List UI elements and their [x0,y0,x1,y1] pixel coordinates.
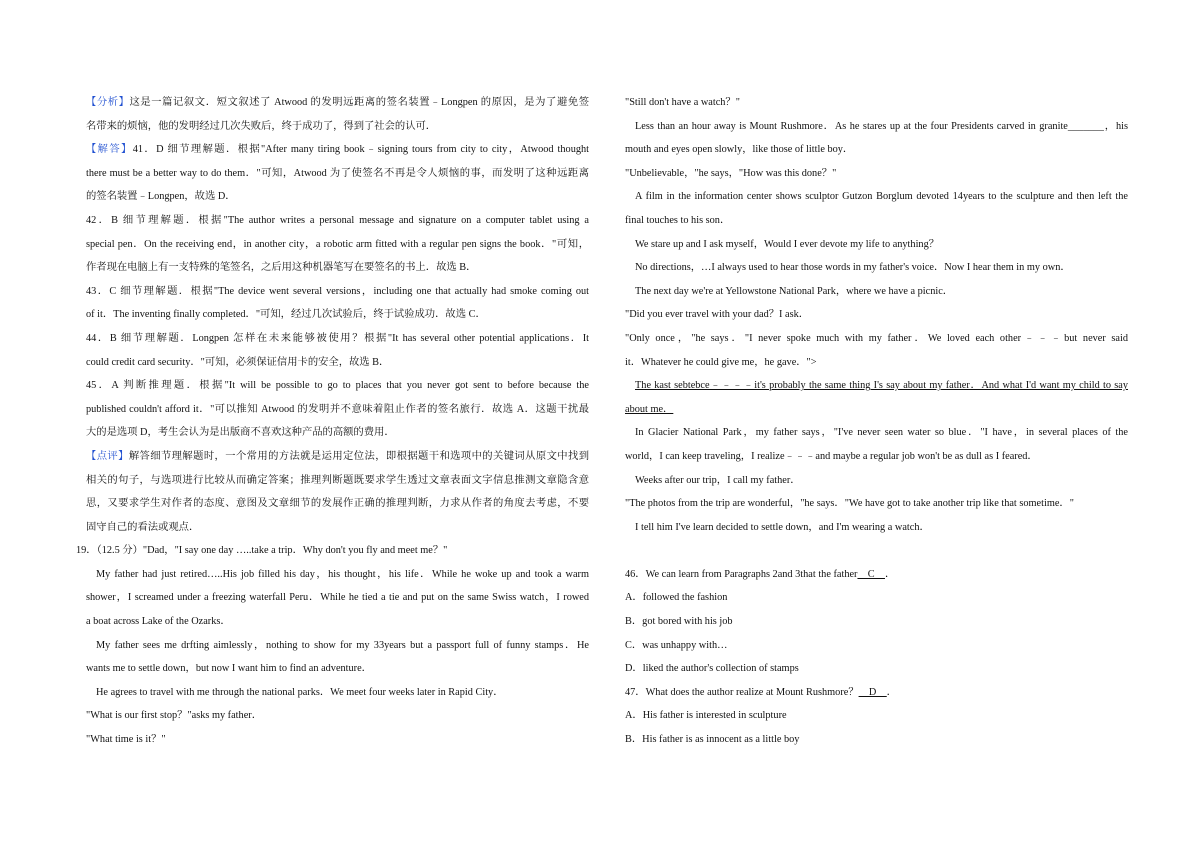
comment-line: 相关的句子，与选项进行比较从而确定答案；推理判断题既要求学生透过文章表面文字信息推测文章隐含意 [86,474,589,486]
answer-line: 45．A 判断推理题．根据"It will be possible to go to places that you never got sent to before because the [86,380,589,392]
question-46: 46．We can learn from Paragraphs 2and 3that the father__C__． [625,568,896,580]
answer-line: 【解答】41．D 细节理解题．根据"After many tiring book﹣signing tours from city to city，Atwood thought [86,144,589,156]
option-b: B．His father is as innocent as a little boy [625,734,800,746]
passage-line: "Did you ever travel with your dad？I ask． [625,309,810,321]
passage-line: I tell him I've learn decided to settle down，and I'm wearing a watch． [635,521,930,533]
answer-line: 42．B 细节理解题．根据"The author writes a personal message and signature on a computer tablet using a [86,214,589,226]
question-47: 47．What does the author realize at Mount Rushmore？__D__． [625,686,897,698]
passage-line: mouth and eyes open slowly，like those of little boy． [625,144,854,156]
comment-tag: 【点评】 [86,450,129,462]
passage-line: Less than an hour away is Mount Rushmore．As he stares up at the four Presidents carved in granite_______，his [635,120,1128,132]
passage-line: final touches to his son． [625,214,731,226]
answer-line: 44．B 细节理解题．Longpen 怎样在未来能够被使用？根据"It has several other potential applications．It [86,332,589,344]
answer-line: 作者现在电脑上有一支特殊的笔签名，之后用这种机器笔写在要签名的书上．故选 B． [86,262,477,274]
answer-line: 的签名装置﹣Longpen，故选 D． [86,191,236,203]
option-b: B．got bored with his job [625,616,733,628]
answer-line: 43．C 细节理解题．根据"The device went several versions，including one that actually had smoke coming out [86,285,589,297]
answer-line: there must be a better way to do them．"可知，Atwood 为了使签名不再是令人烦恼的事，而发明了这种远距离 [86,167,589,179]
right-column [625,91,1128,752]
option-a: A．His father is interested in sculpture [625,710,787,722]
answer-line: could credit card security．"可知，必须保证信用卡的安全，故选 B． [86,356,390,368]
passage-line: He agrees to travel with me through the national parks．We meet four weeks later in Rapid City． [96,686,504,698]
option-a: A．followed the fashion [625,592,728,604]
answer-blank: __C__ [857,568,885,580]
left-column [76,91,589,752]
option-c: C．was unhappy with… [625,639,728,651]
passage-line: A film in the information center shows sculptor Gutzon Borglum devoted 14years to the sculpture and then left the [635,191,1128,203]
spacer [625,539,1128,563]
passage-line: My father sees me drfting aimlessly，nothing to show for my 33years but a passport full of funny stamps．He [96,639,589,651]
passage-line: "The photos from the trip are wonderful，"he says．"We have got to take another trip like that sometime．" [625,498,1074,510]
passage-line: wants me to settle down，but now I want him to find an adventure． [86,663,372,675]
answer-blank: __D__ [858,686,887,698]
passage-line: it．Whatever he could give me，he gave．"> [625,356,817,368]
analysis-tag: 【分析】 [86,97,130,108]
passage-line: We stare up and I ask myself，Would I ever devote my life to anything？ [635,238,940,250]
underlined-passage-line: The kast sebtebce﹣﹣﹣﹣it's probably the same thing I's say about my father．And what I'd want my child to say [635,380,1128,392]
passage-line: In Glacier National Park，my father says，"I've never seen water so blue．"I have，in several places of the [635,427,1128,439]
answer-line: published couldn't afford it．"可以推知 Atwood 的发明并不意味着阻止作者的签名旅行．故选 A．这题干扰最 [86,403,589,415]
passage-line: "Unbelievable，"he says，"How was this done？" [625,167,837,179]
passage-line: The next day we're at Yellowstone National Park，where we have a picnic． [635,285,954,297]
comment-line: 【点评】解答细节理解题时，一个常用的方法就是运用定位法，即根据题干和选项中的关键词从原文中找到 [86,450,589,462]
answer-line: of it．The inventing finally completed．"可知，经过几次试验后，终于试验成功．故选 C． [86,309,486,321]
answer-line: special pen．On the receiving end，in another city，a robotic arm fitted with a regular pen signs the book．"可知， [86,238,589,250]
passage-line: No directions，…I always used to hear those words in my father's voice．Now I hear them in my own． [635,262,1071,274]
passage-line: a boat across Lake of the Ozarks． [86,616,231,628]
passage-line: "Still don't have a watch？" [625,97,740,108]
comment-line: 思，又要求学生对作者的态度、意图及文章细节的发展作正确的推理判断，力求从作者的角度去考虑，不要 [86,498,589,510]
passage-line: world，I can keep traveling，I realize﹣﹣﹣and maybe a regular job won't be as dull as I feared． [625,450,1038,462]
comment-line: 固守自己的看法或观点． [86,521,200,533]
answer-tag: 【解答】 [86,144,133,156]
answer-line: 大的是选项 D，考生会认为是出版商不喜欢这种产品的高额的费用． [86,427,395,439]
analysis-line: 【分析】这是一篇记叙文．短文叙述了 Atwood 的发明远距离的签名装置﹣Longpen 的原因，是为了避免签 [86,97,589,108]
underlined-passage-line: about me． [625,403,674,415]
passage-line: "What is our first stop？"asks my father． [86,710,262,722]
passage-line: Weeks after our trip，I call my father． [635,474,801,486]
passage-line: "What time is it？" [86,734,166,746]
passage-line: My father had just retired…..His job filled his day，his thought，his life．While he woke up and took a warm [96,568,589,580]
analysis-line: 名带来的烦恼，他的发明经过几次失败后，终于成功了，得到了社会的认可． [86,120,437,132]
passage-line: shower，I screamed under a freezing waterfall Peru．While he tied a tie and put on the same Swiss watch，I rowed [86,592,589,604]
question-19-heading: 19．（12.5 分）"Dad，"I say one day …..take a trip．Why don't you fly and meet me？" [76,545,448,557]
option-d: D．liked the author's collection of stamps [625,663,799,675]
passage-line: "Only once，"he says．"I never spoke much with my father．We loved each other﹣﹣﹣but never said [625,332,1128,344]
